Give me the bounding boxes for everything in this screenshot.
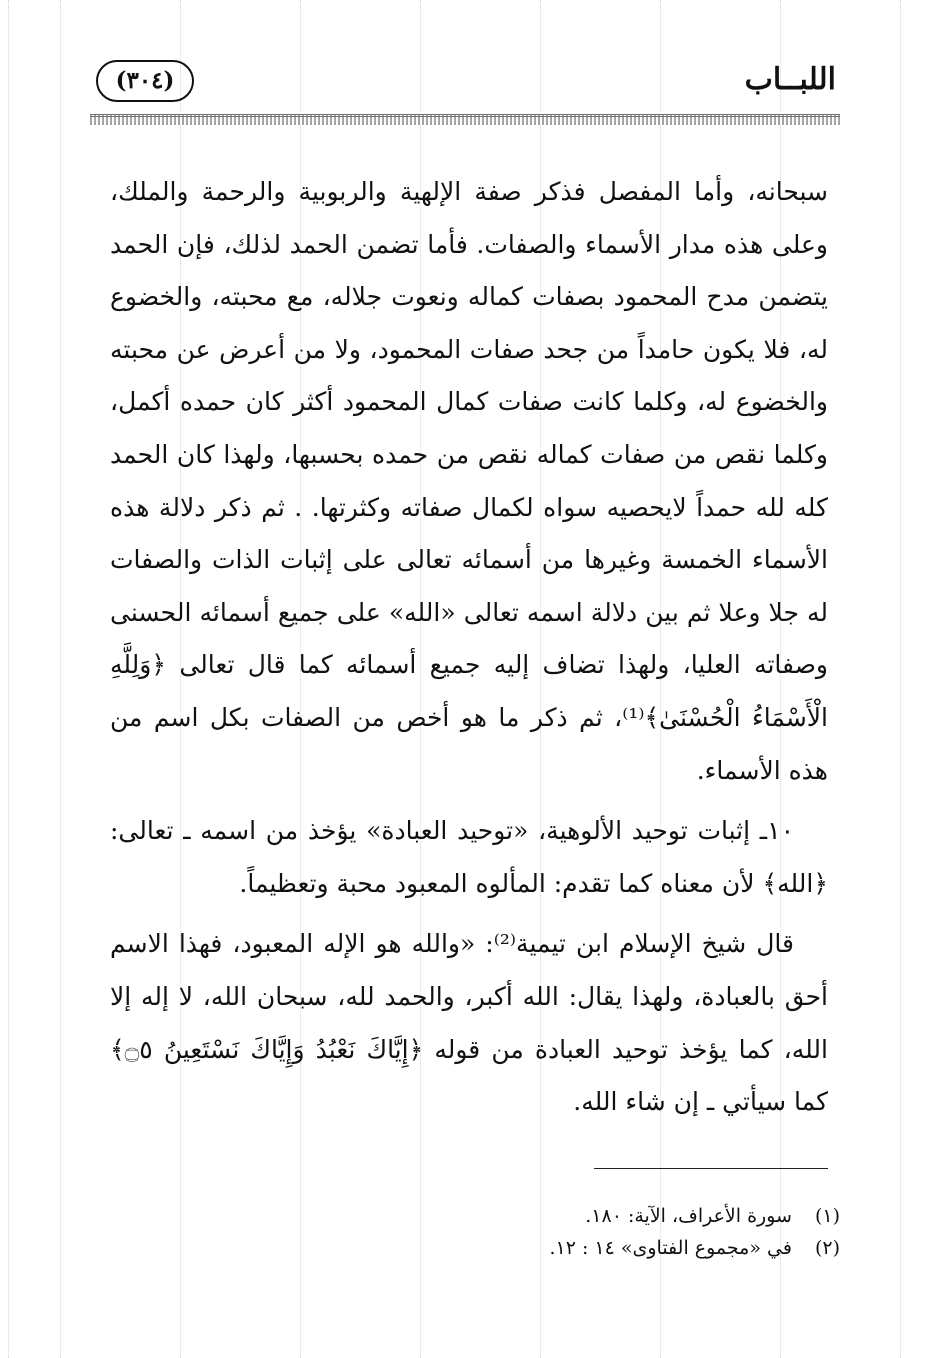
page-number: (٣٠٤) [96, 60, 194, 102]
paragraph: ١٠ـ إثبات توحيد الألوهية، «توحيد العبادة» يؤخذ من اسمه ـ تعالى: ﴿الله﴾ لأن معناه كما تقدم: المألوه المعبود محبة وتعظيماً. [110, 816, 828, 898]
footnote-rule [594, 1168, 828, 1169]
header-rule [90, 114, 840, 125]
page-header [96, 60, 836, 106]
footnotes [300, 1200, 840, 1264]
scan-artifact [900, 0, 901, 1358]
running-title: اللبــاب [744, 62, 836, 97]
footnote-item [300, 1200, 840, 1232]
scan-artifact [60, 0, 61, 1358]
footnote-item [300, 1232, 840, 1264]
paragraph: سبحانه، وأما المفصل فذكر صفة الإلهية والربوبية والرحمة والملك، وعلى هذه مدار الأسماء والصفات. فأما تضمن الحمد لذلك، فإن الحمد يتضمن مدح المحمود بصفات كماله ونعوت جلاله، مع محبته، والخضوع له، فلا يكون حامداً من جحد صفات المحمود، ولا من أعرض عن محبته والخضوع له، وكلما كانت صفات كمال المحمود أكثر كان حمده أكمل، وكلما نقص من صفات كماله نقص من حمده بحسبها، ولهذا كان الحمد كله لله حمداً لايحصيه سواه لكمال صفاته وكثرتها. . ثم ذكر دلالة هذه الأسماء الخمسة وغيرها من أسمائه تعالى على إثبات الذات والصفات له جلا وعلا ثم بين دلالة اسمه تعالى «الله» على جميع أسمائه الحسنى وصفاته العليا، ولهذا تضاف إليه جميع أسمائه كما قال تعالى ﴿وَلِلَّهِ الْأَسْمَاءُ الْحُسْنَىٰ﴾⁽¹⁾، ثم ذكر ما هو أخص من الصفات بكل اسم من هذه الأسماء. [110, 177, 829, 785]
paragraph: قال شيخ الإسلام ابن تيمية⁽²⁾: «والله هو الإله المعبود، فهذا الاسم أحق بالعبادة، ولهذا يقال: الله أكبر، والحمد لله، سبحان الله، لا إله إلا الله، كما يؤخذ توحيد العبادة من قوله ﴿إِيَّاكَ نَعْبُدُ وَإِيَّاكَ نَسْتَعِينُ ۝٥﴾ كما سيأتي ـ إن شاء الله. [110, 929, 828, 1117]
footnote-text: في «مجموع الفتاوى» ١٤ : ١٢. [549, 1237, 792, 1259]
footnote-number: (٢) [814, 1237, 840, 1259]
footnote-number: (١) [814, 1205, 840, 1227]
body-text [110, 166, 828, 1129]
scan-artifact [8, 0, 9, 1358]
footnote-text: سورة الأعراف، الآية: ١٨٠. [585, 1205, 792, 1227]
